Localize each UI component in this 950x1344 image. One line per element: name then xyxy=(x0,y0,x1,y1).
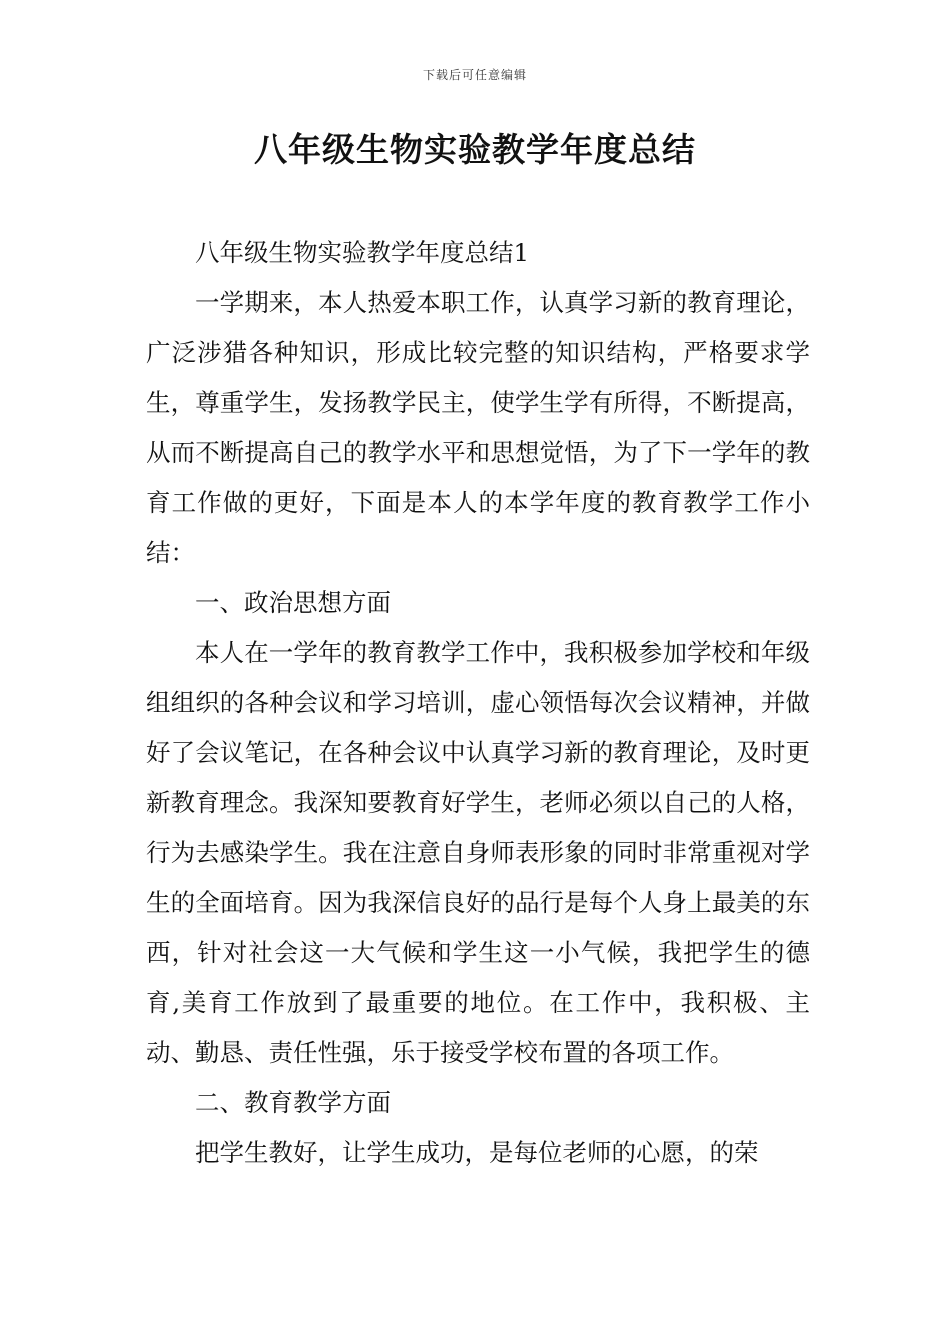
paragraph-political: 本人在一学年的教育教学工作中，我积极参加学校和年级组组织的各种会议和学习培训，虚心领悟每次会议精神，并做好了会议笔记，在各种会议中认真学习新的教育理论，及时更新教育理念。我深知要教育好学生，老师必须以自己的人格，行为去感染学生。我在注意自身师表形象的同时非常重视对学生的全面培育。因为我深信良好的品行是每个人身上最美的东西，针对社会这一大气候和学生这一小气候，我把学生的德育,美育工作放到了最重要的地位。在工作中，我积极、主动、勤恳、责任性强，乐于接受学校布置的各项工作。 xyxy=(146,638,810,1067)
document-title: 八年级生物实验教学年度总结 xyxy=(254,130,696,169)
document-body xyxy=(146,228,810,1178)
paragraph-teaching: 把学生教好，让学生成功，是每位老师的心愿，的荣 xyxy=(195,1138,759,1167)
header-note: 下载后可任意编辑 xyxy=(422,68,527,82)
paragraph-intro: 一学期来，本人热爱本职工作，认真学习新的教育理论，广泛涉猎各种知识，形成比较完整的知识结构，严格要求学生，尊重学生，发扬教学民主，使学生学有所得，不断提高，从而不断提高自己的教学水平和思想觉悟，为了下一学年的教育工作做的更好，下面是本人的本学年度的教育教学工作小结： xyxy=(146,288,810,567)
section-heading-1: 八年级生物实验教学年度总结1 xyxy=(195,238,530,267)
section-heading-teaching: 二、教育教学方面 xyxy=(195,1088,391,1117)
section-heading-political: 一、政治思想方面 xyxy=(195,588,391,617)
